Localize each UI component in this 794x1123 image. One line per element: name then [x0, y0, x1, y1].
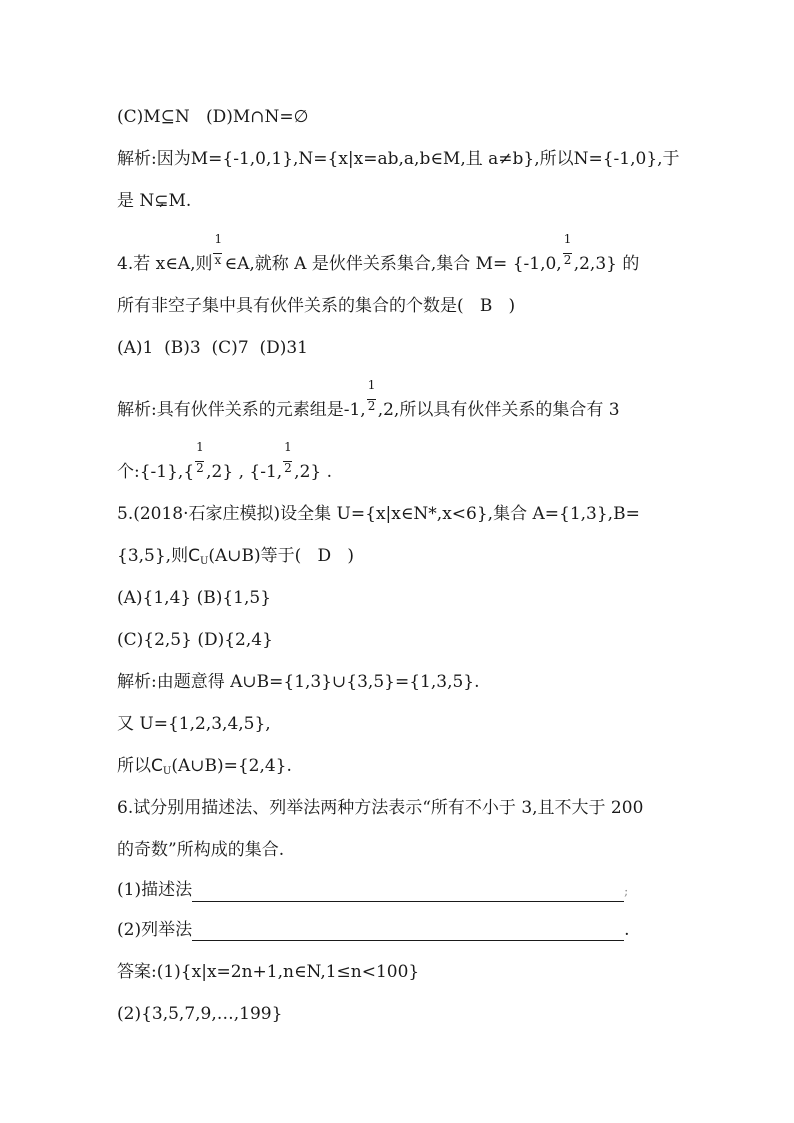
- q6-part2-end: .: [624, 920, 630, 940]
- question-6-line-1: 6.试分别用描述法、列举法两种方法表示“所有不小于 3,且不大于 200: [117, 798, 644, 818]
- fraction-denominator: 2: [196, 461, 204, 475]
- complement-subscript: U: [162, 766, 172, 777]
- q6-part1-label: (1)描述法: [117, 880, 193, 900]
- answer-blank-1: [192, 885, 624, 902]
- question-5-solution-3: [117, 755, 292, 783]
- q4-text-a: 4.若 x∈A,则: [117, 254, 213, 274]
- fraction-one-half: [195, 440, 205, 483]
- answer-blank-2: [192, 924, 624, 941]
- fraction-one-half: [367, 378, 377, 421]
- fraction-one-half: [563, 232, 573, 275]
- fraction-one-over-x: [213, 232, 223, 275]
- question-6-line-2: 的奇数”所构成的集合.: [117, 840, 285, 860]
- question-4-solution-line-1: [117, 378, 620, 421]
- q4-sol-text-a: 解析:具有伙伴关系的元素组是-1,: [117, 400, 366, 420]
- fraction-denominator: 2: [563, 253, 572, 267]
- option-line-c-d: (C)M⊆N (D)M∩N=∅: [117, 107, 309, 127]
- fraction-denominator: x: [214, 253, 222, 267]
- complement-symbol: C: [188, 546, 200, 566]
- fraction-numerator: 1: [284, 440, 292, 454]
- question-5-solution-1: 解析:由题意得 A∪B={1,3}∪{3,5}={1,3,5}.: [117, 672, 480, 692]
- question-5-solution-2: 又 U={1,2,3,4,5},: [117, 714, 271, 734]
- q4-text-b: ∈A,就称 A 是伙伴关系集合,集合 M= {-1,0,: [224, 254, 562, 274]
- q5-text-a: {3,5},则: [117, 546, 189, 566]
- fraction-denominator: 2: [367, 399, 376, 413]
- complement-subscript: U: [199, 556, 209, 567]
- question-6-part-2: [117, 919, 630, 941]
- question-5-options-1: (A){1,4} (B){1,5}: [117, 588, 272, 608]
- q6-part1-end: ;: [624, 884, 629, 898]
- q5-sol3-text-b: (A∪B)={2,4}.: [171, 756, 292, 776]
- q4-text-c: ,2,3} 的: [573, 254, 640, 274]
- question-4-line-1: [117, 232, 640, 275]
- q4-sol2-text-c: ,2} .: [294, 462, 333, 482]
- question-6-answer-2: (2){3,5,7,9,…,199}: [117, 1004, 283, 1024]
- complement-symbol: C: [151, 756, 163, 776]
- q6-part2-label: (2)列举法: [117, 920, 193, 940]
- question-5-options-2: (C){2,5} (D){2,4}: [117, 630, 273, 650]
- question-6-part-1: [117, 879, 628, 902]
- q4-sol2-text-b: ,2} , {-1,: [206, 462, 283, 482]
- question-4-line-2: 所有非空子集中具有伙伴关系的集合的个数是( B ): [117, 296, 516, 316]
- fraction-numerator: 1: [367, 378, 376, 392]
- solution-line-2: 是 N⊊M.: [117, 191, 192, 211]
- fraction-numerator: 1: [196, 440, 204, 454]
- fraction-denominator: 2: [284, 461, 292, 475]
- question-5-line-1: 5.(2018·石家庄模拟)设全集 U={x|x∈N*,x<6},集合 A={1,3},B=: [117, 504, 640, 524]
- q4-sol-text-b: ,2,所以具有伙伴关系的集合有 3: [377, 400, 620, 420]
- question-5-line-2: [117, 545, 354, 573]
- question-4-solution-line-2: [117, 440, 333, 483]
- q5-text-b: (A∪B)等于( D ): [208, 546, 354, 566]
- fraction-numerator: 1: [214, 232, 223, 246]
- question-6-answer-1: 答案:(1){x|x=2n+1,n∈N,1≤n<100}: [117, 962, 420, 982]
- q5-sol3-text-a: 所以: [117, 756, 151, 776]
- question-4-options: (A)1 (B)3 (C)7 (D)31: [117, 338, 308, 358]
- fraction-one-half: [283, 440, 293, 483]
- solution-line-1: 解析:因为M={-1,0,1},N={x|x=ab,a,b∈M,且 a≠b},所以N={-1,0},于: [117, 149, 680, 169]
- q4-sol2-text-a: 个:{-1},{: [117, 462, 195, 482]
- fraction-numerator: 1: [563, 232, 572, 246]
